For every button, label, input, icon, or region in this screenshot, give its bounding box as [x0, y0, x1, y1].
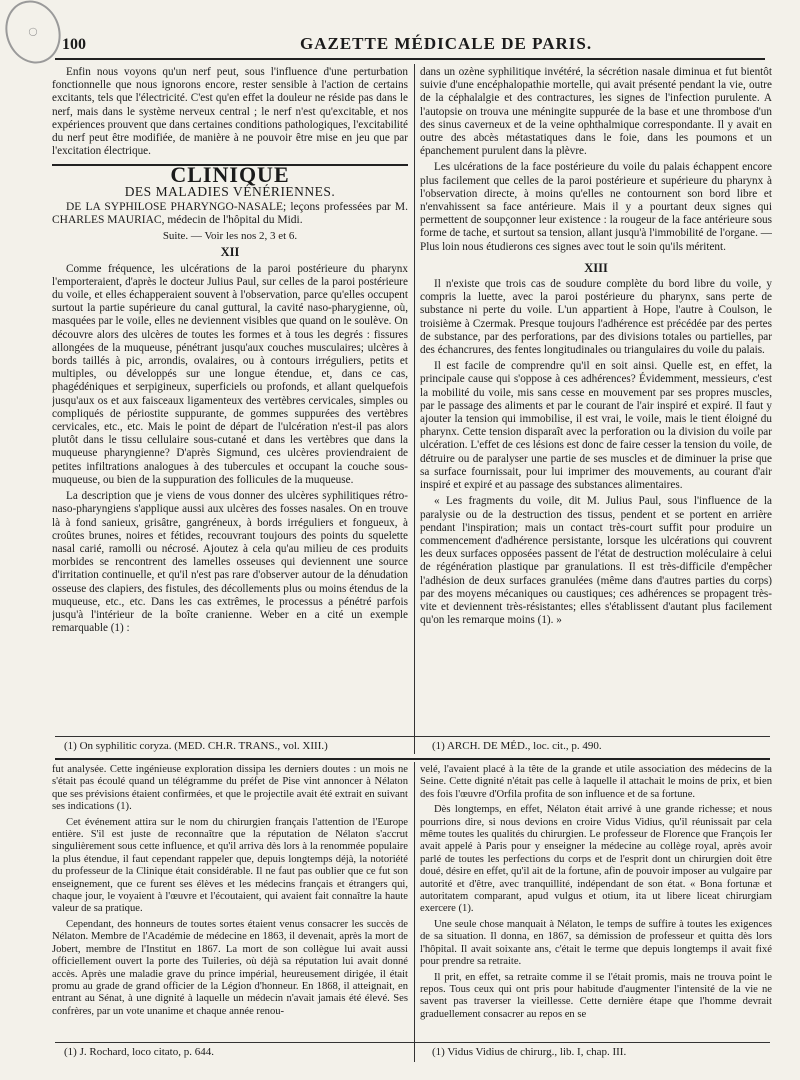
header-rule [55, 58, 765, 60]
section-xiii: XIII [584, 260, 608, 275]
lower-right-paragraph-1: velé, l'avaient placé à la tête de la grande et utile association des médecins de la Seine. Cette dignité n'était pas celle à laquelle il attachait le moins de prix, et bien des fois l'œuvre d'Orfila profita de son influence et de sa fortune. [420, 764, 772, 800]
footnote-arch: (1) ARCH. DE MÉD., loc. cit., p. 490. [432, 740, 602, 752]
lower-left-paragraph-2: Cet événement attira sur le nom du chirurgien français l'attention de l'Europe entière. S'il est juste de reconnaître que la réputation de Nélaton s'accrut singulièrement sous cette influence, et qu'il arriva dès lors à la renommée populaire la plus étendue, il faut cependant rappeler que, depuis longtemps déjà, la notoriété du professeur de la Clinique était considérable. Il ne faut pas oublier que ce fut son enseignement, que ce furent ses élèves et les médecins français et étrangers qui, chaque jour, le voyaient à l'œuvre et l'écoutaient, qui avaient fait connaître la haute valeur de sa pratique. [52, 816, 408, 915]
clinique-paragraph-2: La description que je viens de vous donner des ulcères syphilitiques rétro-naso-pharyngiens s'applique aussi aux ulcères des fosses nasales. On en trouve là à fond sanieux, grisâtre, gangréneux, à bords irréguliers et fongueux, à croûtes brunes, noires et fétides, recouvrant toujours des points du squelette nasal carié, ramolli ou nécrosé. Ajoutez à cela qu'au milieu de ces produits morbides se rencontrent des lamelles osseuses qui deviennent une source d'irritation continuelle, et qu'il n'est pas rare d'observer autour de la dénudation osseuse des clapiers, des fistules, des décollements plus ou moins étendus de la muqueuse, etc., etc. Dans les cas extrêmes, le processus a pénétré parfois jusqu'à l'intérieur de la boîte cranienne. Weber en a cité un exemple remarquable (1) : [52, 490, 408, 635]
lower-left-paragraph-1: fut analysée. Cette ingénieuse exploration dissipa les derniers doutes : un mois ne s'était pas écoulé quand un télégramme du préfet de Pise vint annoncer à Nélaton que ses prévisions étaient confirmées, et que le projectile avait été extrait en suivant ses indications (1). [52, 764, 408, 813]
footnote-rochard: (1) J. Rochard, loco citato, p. 644. [64, 1046, 214, 1058]
lower-right-paragraph-4: Il prit, en effet, sa retraite comme il se l'était promis, mais ne trouva point le repos. Tous ceux qui ont pris pour habitude d'augmenter l'intensité de la vie ne savent pas traverser la vieillesse. Cette dernière étape que l'homme devrait graduellement consacrer au repos en se [420, 971, 772, 1020]
page-number: 100 [62, 36, 86, 53]
clinique-subtitle: DES MALADIES VÉNÉRIENNES. [124, 183, 336, 199]
lower-right-column [420, 764, 772, 1040]
right-paragraph-3: Il n'existe que trois cas de soudure complète du bord libre du voile, y compris la luette, avec la paroi postérieure du pharynx, sans perte de substance ni perte du voile. L'un appartient à Hope, l'autre à Coulson, le troisième à Czermak. Presque toujours l'adhérence est précédée par des pertes de substance, par des perforations, par des divisions totales ou partielles, par des échancrures, des fentes longitudinales ou triangulaires du voile du palais. [420, 278, 772, 357]
footnote-weber: (1) On syphilitic coryza. (MED. CH.R. TRANS., vol. XIII.) [64, 740, 328, 752]
right-paragraph-5: « Les fragments du voile, dit M. Julius Paul, sous l'influence de la paralysie ou de la destruction des tissus, pendent et se portent en arrière pendant l'inspiration; mais un contact très-court suffit pour produire un commencement d'adhérence persistante, lorsque les ulcérations qui couvrent les deux surfaces opposées passent de l'état de destruction moléculaire à celui de régénération plastique par granulations. Il est très-difficile d'empêcher l'adhésion de deux surfaces granulées (même dans d'autres parties du corps) par des moyens mécaniques ou caustiques; ces adhérences se propagent très-vite et deviennent très-résistantes; elles s'établissent d'autant plus facilement qu'on les remarque moins (1). » [420, 495, 772, 627]
intro-paragraph: Enfin nous voyons qu'un nerf peut, sous l'influence d'une perturbation fonctionnelle que nous ignorons encore, rester sensible à l'action de certains excitants, tels que l'électricité. C'est qu'en effet la douleur ne réside pas dans le nerf, mais dans le système nerveux central ; le nerf n'est qu'excitable, et nos expériences prouvent que dans certaines conditions pathologiques, l'excitabilité du nerf peut être modifiée, de manière à ne pouvoir être mise en jeu que par l'excitation électrique. [52, 66, 408, 158]
suite-note: Suite. — Voir les nos 2, 3 et 6. [162, 230, 298, 243]
journal-title: GAZETTE MÉDICALE DE PARIS. [300, 34, 593, 53]
clinique-paragraph-1: Comme fréquence, les ulcérations de la paroi postérieure du pharynx l'emporteraient, d'après le docteur Julius Paul, sur celles de la paroi postérieure du voile, et elles échapperaient souvent à l'observation, parce qu'elles occupent surtout la partie supérieure du canal guttural, la cavité naso-pharygienne, où, masquées par le voile, elles ne deviennent visibles que quand on le soulève. On découvre alors des ulcères de toutes les formes et à tous les degrés : fissures allongées de la muqueuse, pénétrant jusqu'aux couches musculaires; ulcères à bords taillés à pic, arrondis, ovalaires, ou à contours irréguliers, petits et multiples, ou développés sur une longue étendue, et, dans ce cas, phagédéniques et serpigineux, superficiels ou profonds, et allant quelquefois jusqu'aux os et aux faisceaux ligamenteux des vertèbres cervicales, simples ou compliqués de périostite suppurante, de gommes suppurées des vertèbres cervicales, etc., etc. Mais le point de départ de l'ulcération n'est-il pas alors plutôt dans le tissu cellulaire sous-cutané et dans les vertèbres que dans la muqueuse pharyngienne? D'après Sigmund, ces ulcères proviendraient de petites infiltrations analogues à des tubercules et occupant la couche sous-muqueuse, ou bien de la suppuration des follicules de la muqueuse. [52, 262, 408, 486]
section-xii: XII [220, 245, 240, 260]
library-stamp: ◯ [0, 0, 69, 71]
lower-right-paragraph-3: Une seule chose manquait à Nélaton, le temps de suffire à toutes les exigences de sa situation. Il donna, en 1867, sa démission de professeur et quitta dès lors l'hôpital. Il avait soixante ans, c'était le terme que depuis longtemps il avait fixé pour prendre sa retraite. [420, 918, 772, 968]
upper-left-column [52, 66, 408, 732]
lower-left-paragraph-3: Cependant, des honneurs de toutes sortes étaient venus consacrer les succès de Nélaton. Membre de l'Académie de médecine en 1863, il devenait, après la mort de Jobert, membre de l'Institut en 1867. La mort de son collègue lui avait aussi officiellement ouvert la porte des Tuileries, où déjà sa réputation lui avait donné accès. Après une maladie grave du prince impérial, heureusement dirigée, il était promu au grade de grand officier de la Légion d'honneur. En 1868, il atteignait, en entrant au Sénat, à une dignité à laquelle un médecin n'avait jamais été élevé. Ses confrères, par un vote unanime et chaque année renou- [52, 918, 408, 1017]
lower-footnote-rule [55, 1042, 770, 1043]
lesson-heading: DE LA SYPHILOSE PHARYNGO-NASALE; leçons professées par M. CHARLES MAURIAC, médecin de l'hôpital du Midi. [52, 200, 408, 227]
right-paragraph-1: dans un ozène syphilitique invétéré, la sécrétion nasale diminua et fut bientôt suivie d'une encéphalopathie mortelle, qui avait présenté pendant la vie, outre de la céphalalgie et des contractures, les signes de l'infection purulente. A l'autopsie on trouva une méningite suppurée de la base et une thrombose d'un des sinus caverneux et de la veine ophthalmique correspondante. Il y avait en outre des abcès métastatiques dans le foie, dans les poumons et un épanchement purulent dans la plèvre. [420, 66, 772, 158]
footnote-vidius: (1) Vidus Vidius de chirurg., lib. I, chap. III. [432, 1046, 627, 1058]
lower-right-paragraph-2: Dès longtemps, en effet, Nélaton était arrivé à une grande richesse; et nous pourrions dire, si nous devions en croire Vidus Vidius, qu'il réunissait par cela même toutes les qualités du chirurgien. Le professeur de Florence que François Ier avait appelé à Paris pour y enseigner la médecine au collège royal, après avoir parlé de toutes les perfections du corps et de l'esprit dont un chirurgien doit être doué, désire en effet, qu'il ait de la fortune, afin de pouvoir imposer au vulgaire par autorité et d'être, avec tranquillité, indépendant de son état. « Bona fortunæ et autoritatem comparant, apud vulgus et otium, ita ut libere liceat chirurgiam exercere (1). [420, 804, 772, 915]
feuilleton-rule [55, 758, 770, 760]
lower-left-column [52, 764, 408, 1040]
right-paragraph-4: Il est facile de comprendre qu'il en soit ainsi. Quelle est, en effet, la principale cause qui s'oppose à ces adhérences? Évidemment, messieurs, c'est la mobilité du voile, mis sans cesse en mouvement par ses propres muscles, par le passage des aliments et par le courant de l'air inspiré et expiré. Il faut y ajouter la tension qui immobilise, il est vrai, le voile, mais le tient éloigné du pharynx. Cette tension disparaît avec la perforation ou la division du voile par ulcération. L'effet de ces lésions est donc de faire cesser la tension du voile, de détruire ou de paralyser une partie de ses muscles et de diminuer la prise que sa surface fournissait, pour lui imprimer des mouvements, au courant d'air inspiré et expiré et au passage des substances alimentaires. [420, 360, 772, 492]
upper-column-separator [414, 64, 415, 754]
right-paragraph-2: Les ulcérations de la face postérieure du voile du palais échappent encore plus facilement que celles de la paroi postérieure et supérieure du pharynx à l'observation directe, à moins qu'elles ne contournent son bord libre et n'envahissent sa face antérieure. Mais il y a pourtant deux signes qui permettent de soupçonner leur existence : la rougeur de la face antérieure sous forme de tache, et surtout sa tension, allant jusqu'à l'immobilité de l'organe. — Plus loin nous étudierons ces signes avec tout le soin qu'ils méritent. [420, 161, 772, 253]
lower-column-separator [414, 762, 415, 1062]
clinique-title: CLINIQUE [170, 162, 290, 188]
upper-right-column [420, 66, 772, 732]
upper-footnote-rule [55, 736, 770, 737]
